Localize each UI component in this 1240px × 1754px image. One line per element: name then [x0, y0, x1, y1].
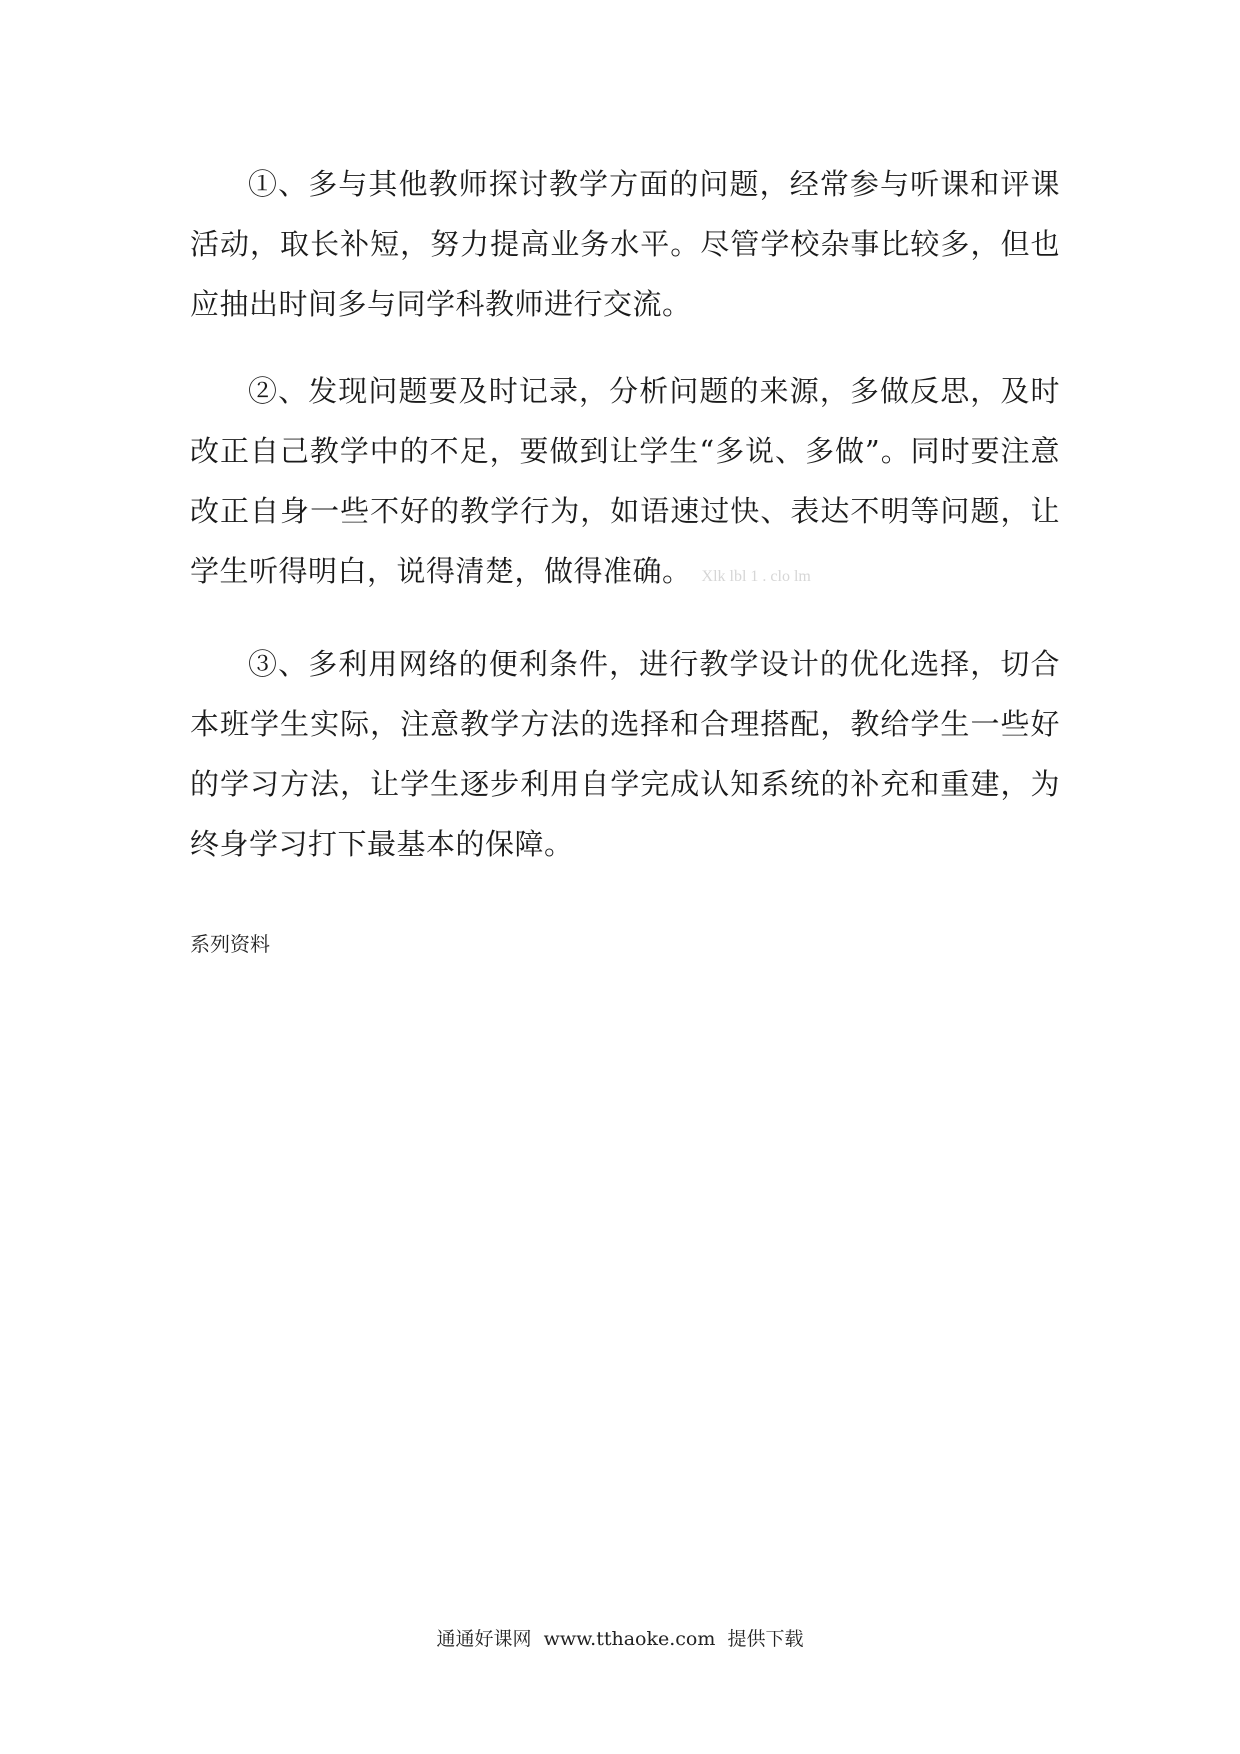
paragraph-1-text: ①、多与其他教师探讨教学方面的问题，经常参与听课和评课活动，取长补短，努力提高业务水平。尽管学校杂事比较多，但也应抽出时间多与同学科教师进行交流。: [190, 167, 1060, 321]
watermark-text: Xlk lbl 1 . clo lm: [701, 568, 811, 585]
body-text: [190, 154, 1060, 901]
footer-suffix: 提供下载: [727, 1628, 804, 1650]
footer-url: www.tthaoke.com: [543, 1628, 716, 1650]
paragraph-3-text: ③、多利用网络的便利条件，进行教学设计的优化选择，切合本班学生实际，注意教学方法的选择和合理搭配，教给学生一些好的学习方法，让学生逐步利用自学完成认知系统的补充和重建，为终身学习打下最基本的保障。: [190, 647, 1060, 861]
paragraph-3: [190, 634, 1060, 874]
paragraph-1: [190, 154, 1060, 334]
footer-site-name: 通通好课网: [436, 1628, 532, 1650]
paragraph-2: [190, 361, 1060, 607]
page-footer: [0, 1624, 1240, 1651]
series-label: 系列资料: [190, 932, 270, 956]
paragraph-2-text: ②、发现问题要及时记录，分析问题的来源，多做反思，及时改正自己教学中的不足，要做到让学生“多说、多做”。同时要注意改正自身一些不好的教学行为，如语速过快、表达不明等问题，让学生听得明白，说得清楚，做得准确。: [190, 374, 1060, 588]
